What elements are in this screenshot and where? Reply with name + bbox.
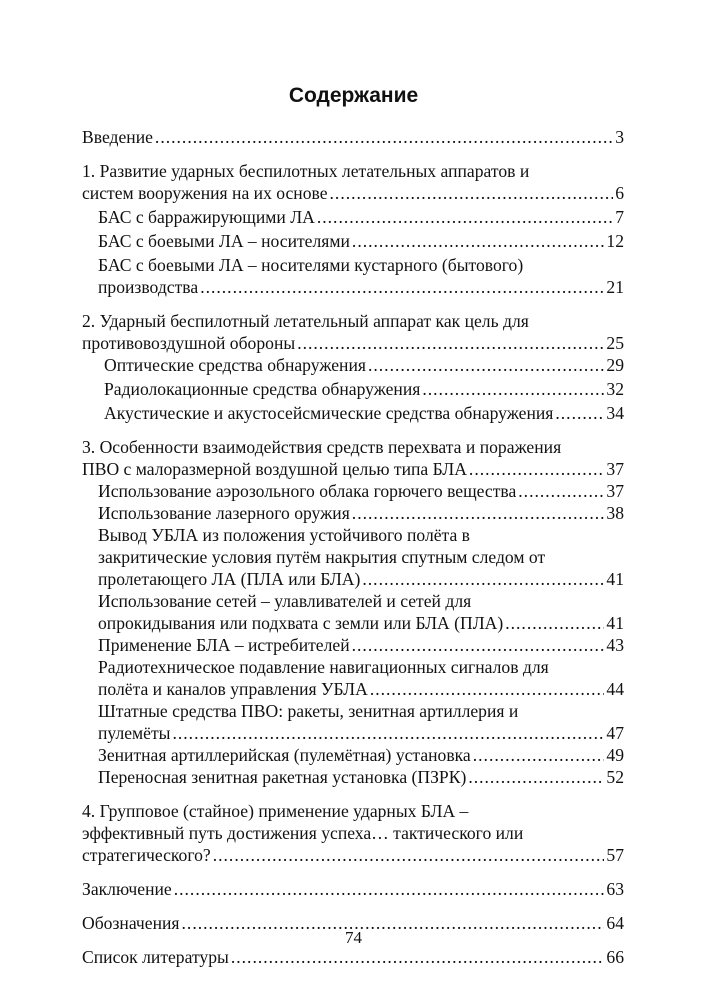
toc-entry-title: полёта и каналов управления УБЛА: [98, 679, 368, 699]
toc-entry-page: 44: [606, 679, 624, 699]
toc-entry-title: Оптические средства обнаружения: [104, 355, 366, 375]
dot-leader: [555, 402, 604, 424]
toc-entry-page: 37: [606, 481, 624, 501]
toc-entry-page: 52: [606, 767, 624, 787]
toc-entry-title: опрокидывания или подхвата с земли или БЛА (ПЛА): [98, 613, 504, 633]
dot-leader: [352, 634, 605, 656]
toc-entry-title: пулемёты: [98, 723, 171, 743]
toc-entry-page: 63: [606, 879, 624, 899]
toc-entry-title-line: 4. Групповое (стайное) применение ударных БЛА –: [82, 801, 469, 821]
dot-leader: [368, 354, 604, 376]
toc-entry-title: Использование лазерного оружия: [98, 503, 350, 523]
dot-leader: [200, 276, 604, 298]
toc-entry-page: 3: [615, 127, 624, 147]
toc-entry[interactable]: [82, 744, 624, 766]
toc-entry-title-line: 2. Ударный беспилотный летательный аппарат как цель для: [82, 311, 529, 331]
toc-entry-title-line: БАС с боевыми ЛА – носителями кустарного (бытового): [98, 255, 524, 275]
toc-entry-page: 49: [606, 745, 624, 765]
toc-entry-title: Акустические и акустосейсмические средства обнаружения: [104, 403, 554, 423]
dot-leader: [352, 502, 605, 524]
toc-entry-page: 41: [606, 569, 624, 589]
toc-entry-title-line: Радиотехническое подавление навигационных сигналов для: [98, 657, 549, 677]
dot-leader: [473, 744, 605, 766]
toc-entry-page: 6: [615, 183, 624, 203]
toc-entry[interactable]: [82, 946, 624, 968]
page-number: 74: [345, 928, 362, 947]
toc-entry-title: Использование аэрозольного облака горючего вещества: [98, 481, 517, 501]
dot-leader: [231, 946, 605, 968]
toc-entry[interactable]: [82, 766, 624, 788]
toc-entry-title-line: Вывод УБЛА из положения устойчивого полёта в: [98, 525, 470, 545]
dot-leader: [518, 480, 604, 502]
toc-entry-title-line: 1. Развитие ударных беспилотных летательных аппаратов и: [82, 161, 530, 181]
toc-entry-title: производства: [98, 277, 199, 297]
toc-entry[interactable]: [82, 354, 624, 376]
toc-entry[interactable]: [82, 800, 624, 866]
toc-entry-title: БАС с барражирующими ЛА: [98, 207, 315, 227]
toc-entry-page: 12: [606, 231, 624, 251]
dot-leader: [172, 722, 604, 744]
dot-leader: [370, 678, 605, 700]
page-title: Содержание: [288, 84, 419, 107]
dot-leader: [352, 230, 604, 252]
toc-entry-title-line: Штатные средства ПВО: ракеты, зенитная артиллерия и: [98, 701, 519, 721]
toc-entry-title: систем вооружения на их основе: [82, 183, 328, 203]
toc-entry-page: 34: [606, 403, 624, 423]
dot-leader: [468, 766, 604, 788]
toc-entry-title-line: 3. Особенности взаимодействия средств перехвата и поражения: [82, 437, 562, 457]
toc-entry-page: 41: [606, 613, 624, 633]
toc-entry-page: 7: [615, 207, 624, 227]
table-of-contents: [82, 126, 624, 968]
toc-entry[interactable]: [82, 502, 624, 524]
toc-entry[interactable]: [82, 230, 624, 252]
toc-entry[interactable]: [82, 480, 624, 502]
dot-leader: [174, 878, 605, 900]
toc-entry-page: 64: [606, 913, 624, 933]
dot-leader: [362, 568, 604, 590]
dot-leader: [317, 206, 613, 228]
toc-entry[interactable]: [82, 656, 624, 700]
toc-entry-page: 25: [606, 333, 624, 353]
toc-entry[interactable]: [82, 206, 624, 228]
toc-entry[interactable]: [82, 436, 624, 480]
toc-entry-title: Зенитная артиллерийская (пулемётная) установка: [98, 745, 471, 765]
dot-leader: [422, 378, 604, 400]
toc-entry-title: стратегического?: [82, 845, 211, 865]
toc-entry[interactable]: [82, 402, 624, 424]
toc-entry-page: 37: [606, 459, 624, 479]
toc-entry[interactable]: [82, 590, 624, 634]
dot-leader: [505, 612, 604, 634]
toc-entry[interactable]: [82, 634, 624, 656]
toc-entry-page: 38: [606, 503, 624, 523]
toc-entry[interactable]: [82, 310, 624, 354]
toc-entry-title-line: закритические условия путём накрытия спутным следом от: [98, 547, 546, 567]
toc-entry-page: 47: [606, 723, 624, 743]
toc-entry-title: Обозначения: [82, 913, 180, 933]
toc-entry-title: Список литературы: [82, 947, 229, 967]
toc-entry-title-line: эффективный путь достижения успеха… тактического или: [82, 823, 524, 843]
toc-entry[interactable]: [82, 126, 624, 148]
toc-entry-title: противовоздушной обороны: [82, 333, 296, 353]
toc-entry[interactable]: [82, 524, 624, 590]
toc-entry-title: ПВО с малоразмерной воздушной целью типа БЛА: [82, 459, 467, 479]
toc-entry-page: 32: [606, 379, 624, 399]
toc-entry-page: 57: [606, 845, 624, 865]
toc-entry-title: пролетающего ЛА (ПЛА или БЛА): [98, 569, 361, 589]
toc-entry-title: БАС с боевыми ЛА – носителями: [98, 231, 350, 251]
toc-entry-title: Переносная зенитная ракетная установка (ПЗРК): [98, 767, 467, 787]
toc-entry-title-line: Использование сетей – улавливателей и сетей для: [98, 591, 472, 611]
toc-entry-title: Заключение: [82, 879, 172, 899]
toc-entry[interactable]: [82, 378, 624, 400]
dot-leader: [330, 182, 614, 204]
toc-entry[interactable]: [82, 700, 624, 744]
toc-entry[interactable]: [82, 160, 624, 204]
toc-entry[interactable]: [82, 254, 624, 298]
toc-entry[interactable]: [82, 878, 624, 900]
dot-leader: [155, 126, 613, 148]
toc-entry-title: Введение: [82, 127, 153, 147]
toc-entry-page: 43: [606, 635, 624, 655]
dot-leader: [469, 458, 604, 480]
dot-leader: [297, 332, 604, 354]
toc-entry-page: 66: [606, 947, 624, 967]
toc-entry-title: Применение БЛА – истребителей: [98, 635, 350, 655]
toc-entry-title: Радиолокационные средства обнаружения: [104, 379, 421, 399]
toc-entry-page: 29: [606, 355, 624, 375]
dot-leader: [213, 844, 605, 866]
toc-entry-page: 21: [606, 277, 624, 297]
